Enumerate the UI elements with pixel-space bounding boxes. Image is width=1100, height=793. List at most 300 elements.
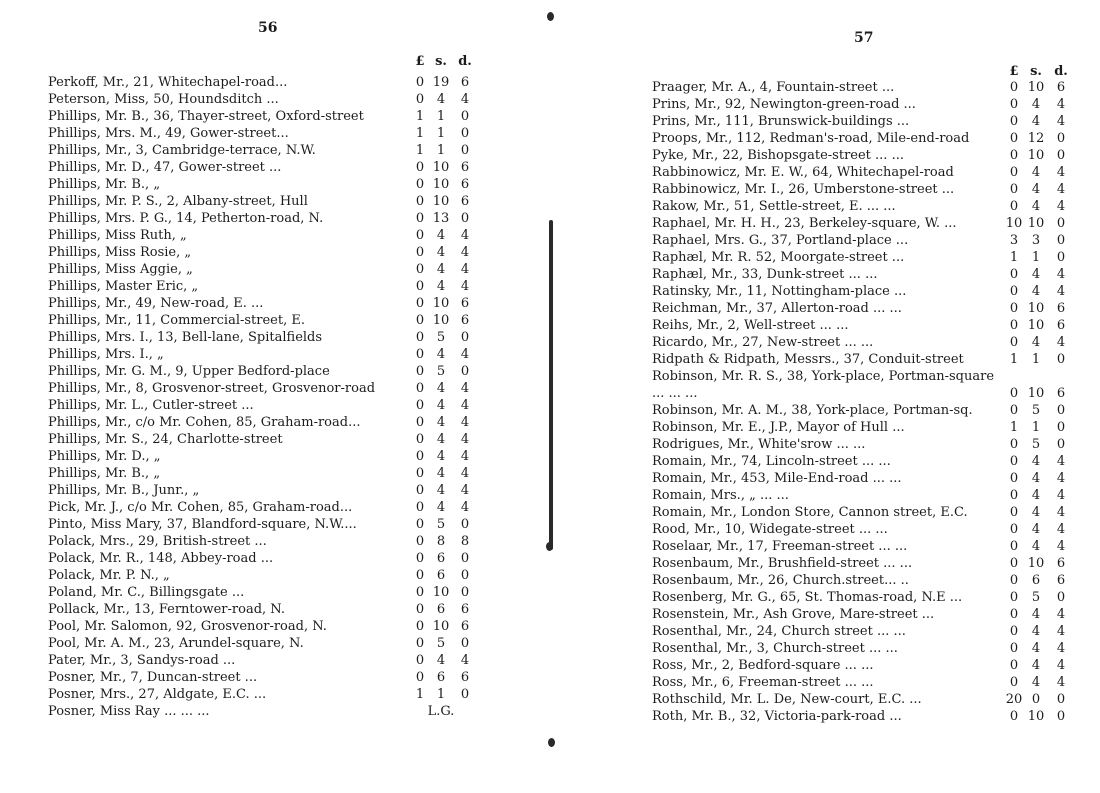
amount-pence: 0 <box>1056 216 1066 231</box>
amount-pence: 6 <box>460 619 470 634</box>
amount-shillings: 4 <box>1031 539 1041 554</box>
subscriber-row <box>652 164 1072 181</box>
amount-pounds: 1 <box>1009 352 1019 367</box>
subscriber-name: Phillips, Mr. B., „ <box>48 177 161 192</box>
subscriber-name: Phillips, Mr. B., Junr., „ <box>48 483 200 498</box>
subscriber-name: Phillips, Mr. S., 24, Charlotte-street <box>48 432 283 447</box>
subscriber-row <box>48 499 478 516</box>
subscriber-name: Raphael, Mrs. G., 37, Portland-place ... <box>652 233 909 248</box>
amount-shillings: 19 <box>432 75 450 90</box>
amount-pence: 6 <box>1056 556 1066 571</box>
subscriber-name: Pool, Mr. Salomon, 92, Grosvenor-road, N. <box>48 619 327 634</box>
subscriber-name: Robinson, Mr. R. S., 38, York-place, Portman-square ... ... ... <box>652 369 995 401</box>
amount-shillings: 0 <box>1031 692 1041 707</box>
pounds-header: £ <box>415 54 425 69</box>
subscriber-name: Polack, Mr. P. N., „ <box>48 568 170 583</box>
amount-pounds: 0 <box>1009 267 1019 282</box>
subscriber-row <box>48 635 478 652</box>
subscriber-row <box>652 334 1072 351</box>
amount-pounds: 0 <box>1009 624 1019 639</box>
amount-pounds: 0 <box>1009 131 1019 146</box>
amount-pence: 6 <box>460 75 470 90</box>
subscriber-row <box>652 215 1072 232</box>
subscriber-name: Phillips, Miss Aggie, „ <box>48 262 193 277</box>
subscriber-name: Rakow, Mr., 51, Settle-street, E. ... ... <box>652 199 896 214</box>
subscriber-row <box>652 640 1072 657</box>
subscriber-row <box>48 278 478 295</box>
subscriber-name: Phillips, Master Eric, „ <box>48 279 199 294</box>
amount-pounds: 0 <box>1009 301 1019 316</box>
amount-shillings: 5 <box>1031 590 1041 605</box>
amount-pence: 4 <box>460 381 470 396</box>
subscriber-row <box>48 533 478 550</box>
amount-pence: 0 <box>1056 403 1066 418</box>
amount-pence: 4 <box>1056 624 1066 639</box>
subscriber-row <box>48 414 478 431</box>
amount-pence: 0 <box>460 143 470 158</box>
subscriber-name: Raphael, Mr. H. H., 23, Berkeley-square, W. ... <box>652 216 957 231</box>
amount-pence: 4 <box>460 92 470 107</box>
amount-pence: 6 <box>460 160 470 175</box>
subscriber-row <box>48 652 478 669</box>
amount-pence: 4 <box>1056 97 1066 112</box>
shillings-header: s. <box>1030 64 1042 79</box>
amount-shillings: 4 <box>436 432 446 447</box>
amount-pounds: 0 <box>415 177 425 192</box>
pounds-header: £ <box>1009 64 1019 79</box>
subscriber-row <box>48 431 478 448</box>
amount-shillings: 10 <box>1027 216 1045 231</box>
subscriber-row <box>652 130 1072 147</box>
subscriber-row <box>652 504 1072 521</box>
amount-pence: 4 <box>1056 675 1066 690</box>
subscriber-name: Rabbinowicz, Mr. I., 26, Umberstone-street ... <box>652 182 955 197</box>
subscriber-name: Pater, Mr., 3, Sandys-road ... <box>48 653 236 668</box>
amount-pence: 0 <box>1056 420 1066 435</box>
amount-pence: 4 <box>1056 539 1066 554</box>
subscriber-name: Romain, Mr., London Store, Cannon street, E.C. <box>652 505 968 520</box>
amount-pence: 6 <box>460 296 470 311</box>
subscriber-name: Prins, Mr., 111, Brunswick-buildings ... <box>652 114 910 129</box>
amount-pence: 4 <box>1056 165 1066 180</box>
column-headers <box>652 64 1072 80</box>
subscriber-name: Peterson, Miss, 50, Houndsditch ... <box>48 92 279 107</box>
amount-pence: 4 <box>460 245 470 260</box>
amount-pounds: 0 <box>415 670 425 685</box>
subscriber-name: Ross, Mr., 6, Freeman-street ... ... <box>652 675 874 690</box>
subscriber-row <box>652 266 1072 283</box>
subscriber-name: Phillips, Mr. G. M., 9, Upper Bedford-place <box>48 364 330 379</box>
amount-pence: 4 <box>460 415 470 430</box>
subscriber-name: Rosenthal, Mr., 24, Church street ... ... <box>652 624 906 639</box>
amount-shillings: 6 <box>436 551 446 566</box>
amount-shillings: 4 <box>1031 522 1041 537</box>
amount-shillings: 4 <box>1031 624 1041 639</box>
amount-pence: 4 <box>460 347 470 362</box>
subscriber-list <box>652 79 1072 725</box>
subscriber-name: Rosenthal, Mr., 3, Church-street ... ... <box>652 641 898 656</box>
amount-pence: 4 <box>1056 471 1066 486</box>
amount-pounds: 0 <box>1009 114 1019 129</box>
amount-pounds: 0 <box>415 194 425 209</box>
amount-pounds: 0 <box>1009 97 1019 112</box>
subscriber-name: Reihs, Mr., 2, Well-street ... ... <box>652 318 849 333</box>
amount-shillings: 4 <box>1031 675 1041 690</box>
subscriber-row <box>652 249 1072 266</box>
subscriber-name: Rood, Mr., 10, Widegate-street ... ... <box>652 522 888 537</box>
subscriber-name: Phillips, Mr., 11, Commercial-street, E. <box>48 313 305 328</box>
amount-pence: 4 <box>460 500 470 515</box>
subscriber-name: Ross, Mr., 2, Bedford-square ... ... <box>652 658 874 673</box>
donation-note: L.G. <box>427 704 455 719</box>
subscriber-row <box>652 436 1072 453</box>
amount-pounds: 0 <box>1009 590 1019 605</box>
amount-pounds: 20 <box>1005 692 1023 707</box>
amount-pence: 0 <box>460 636 470 651</box>
amount-pounds: 0 <box>415 415 425 430</box>
amount-pounds: 0 <box>1009 607 1019 622</box>
amount-pence: 4 <box>460 398 470 413</box>
page-number: 57 <box>854 30 874 46</box>
amount-pounds: 0 <box>415 313 425 328</box>
amount-shillings: 10 <box>1027 556 1045 571</box>
subscriber-name: Pick, Mr. J., c/o Mr. Cohen, 85, Graham-road... <box>48 500 353 515</box>
subscriber-row <box>48 448 478 465</box>
amount-shillings: 4 <box>436 483 446 498</box>
amount-pounds: 0 <box>415 160 425 175</box>
amount-pounds: 0 <box>1009 80 1019 95</box>
amount-pounds: 0 <box>415 75 425 90</box>
subscriber-name: Phillips, Mr., c/o Mr. Cohen, 85, Graham-road... <box>48 415 361 430</box>
subscriber-row <box>652 470 1072 487</box>
subscriber-name: Phillips, Mr. P. S., 2, Albany-street, Hull <box>48 194 308 209</box>
amount-pence: 0 <box>460 687 470 702</box>
column-headers <box>48 54 478 70</box>
subscriber-name: Phillips, Mr. L., Cutler-street ... <box>48 398 254 413</box>
amount-pence: 0 <box>460 330 470 345</box>
subscriber-name: Raphæl, Mr., 33, Dunk-street ... ... <box>652 267 878 282</box>
amount-pounds: 1 <box>415 687 425 702</box>
amount-pounds: 0 <box>415 364 425 379</box>
subscriber-row <box>48 329 478 346</box>
amount-shillings: 10 <box>432 177 450 192</box>
subscriber-row <box>48 210 478 227</box>
subscriber-row <box>48 176 478 193</box>
amount-pence: 0 <box>460 126 470 141</box>
subscriber-name: Proops, Mr., 112, Redman's-road, Mile-end-road <box>652 131 970 146</box>
amount-shillings: 6 <box>436 602 446 617</box>
amount-pence: 4 <box>1056 267 1066 282</box>
amount-pence: 0 <box>460 109 470 124</box>
amount-pounds: 0 <box>1009 199 1019 214</box>
subscriber-row <box>652 623 1072 640</box>
amount-shillings: 5 <box>436 364 446 379</box>
subscriber-row <box>652 572 1072 589</box>
amount-pence: 6 <box>460 177 470 192</box>
amount-pounds: 0 <box>415 653 425 668</box>
subscriber-row <box>48 74 478 91</box>
amount-shillings: 13 <box>432 211 450 226</box>
amount-shillings: 1 <box>1031 420 1041 435</box>
amount-pounds: 0 <box>415 568 425 583</box>
subscriber-row <box>48 601 478 618</box>
subscriber-name: Ratinsky, Mr., 11, Nottingham-place ... <box>652 284 907 299</box>
amount-shillings: 6 <box>436 568 446 583</box>
amount-pounds: 1 <box>415 126 425 141</box>
amount-pounds: 0 <box>1009 454 1019 469</box>
amount-shillings: 4 <box>1031 658 1041 673</box>
amount-pence: 4 <box>1056 641 1066 656</box>
book-spine <box>549 220 553 550</box>
amount-pence: 0 <box>460 585 470 600</box>
amount-pounds: 0 <box>1009 284 1019 299</box>
amount-pence: 6 <box>460 670 470 685</box>
amount-pence: 4 <box>1056 607 1066 622</box>
subscriber-row <box>652 487 1072 504</box>
page-number: 56 <box>258 20 278 36</box>
amount-shillings: 4 <box>436 500 446 515</box>
amount-pounds: 0 <box>415 636 425 651</box>
subscriber-row <box>652 419 1072 436</box>
amount-pounds: 0 <box>415 602 425 617</box>
amount-pence: 0 <box>460 568 470 583</box>
subscriber-row <box>48 91 478 108</box>
amount-pence: 4 <box>1056 522 1066 537</box>
amount-pounds: 0 <box>1009 675 1019 690</box>
amount-shillings: 4 <box>436 449 446 464</box>
amount-pounds: 0 <box>415 500 425 515</box>
subscriber-name: Pollack, Mr., 13, Ferntower-road, N. <box>48 602 285 617</box>
subscriber-row <box>48 516 478 533</box>
amount-pounds: 0 <box>1009 318 1019 333</box>
amount-shillings: 5 <box>436 636 446 651</box>
amount-pounds: 0 <box>415 619 425 634</box>
subscriber-name: Phillips, Mrs. I., 13, Bell-lane, Spitalfields <box>48 330 323 345</box>
amount-pounds: 0 <box>1009 641 1019 656</box>
amount-shillings: 10 <box>432 619 450 634</box>
subscriber-name: Rosenberg, Mr. G., 65, St. Thomas-road, N.E ... <box>652 590 963 605</box>
subscriber-row <box>652 402 1072 419</box>
subscriber-row <box>48 669 478 686</box>
subscriber-list <box>48 74 478 720</box>
amount-pounds: 0 <box>415 398 425 413</box>
amount-pence: 6 <box>1056 301 1066 316</box>
amount-shillings: 5 <box>436 330 446 345</box>
subscriber-row <box>48 363 478 380</box>
shillings-header: s. <box>435 54 447 69</box>
subscriber-row <box>48 618 478 635</box>
amount-shillings: 6 <box>436 670 446 685</box>
amount-shillings: 4 <box>1031 114 1041 129</box>
subscriber-row <box>652 538 1072 555</box>
amount-pounds: 0 <box>415 330 425 345</box>
subscriber-name: Phillips, Mr., 49, New-road, E. ... <box>48 296 264 311</box>
pence-header: d. <box>458 54 472 69</box>
spine-mark <box>546 542 553 551</box>
amount-pence: 6 <box>460 313 470 328</box>
amount-pounds: 0 <box>415 228 425 243</box>
amount-pounds: 0 <box>1009 573 1019 588</box>
subscriber-row <box>48 142 478 159</box>
subscriber-name: Perkoff, Mr., 21, Whitechapel-road... <box>48 75 288 90</box>
subscriber-row <box>48 567 478 584</box>
subscriber-row <box>652 521 1072 538</box>
amount-shillings: 1 <box>1031 352 1041 367</box>
subscriber-name: Polack, Mrs., 29, British-street ... <box>48 534 267 549</box>
spine-mark <box>547 12 554 21</box>
subscriber-row <box>48 125 478 142</box>
amount-shillings: 4 <box>436 279 446 294</box>
subscriber-name: Romain, Mrs., „ ... ... <box>652 488 789 503</box>
amount-pounds: 10 <box>1005 216 1023 231</box>
amount-pence: 6 <box>1056 318 1066 333</box>
subscriber-name: Praager, Mr. A., 4, Fountain-street ... <box>652 80 895 95</box>
amount-pence: 0 <box>460 551 470 566</box>
amount-shillings: 3 <box>1031 233 1041 248</box>
amount-shillings: 4 <box>1031 284 1041 299</box>
amount-shillings: 4 <box>436 466 446 481</box>
amount-pence: 0 <box>1056 148 1066 163</box>
amount-shillings: 4 <box>436 347 446 362</box>
subscriber-row <box>652 79 1072 96</box>
subscriber-name: Phillips, Mrs. I., „ <box>48 347 164 362</box>
amount-pence: 4 <box>460 432 470 447</box>
subscriber-row <box>652 691 1072 708</box>
subscriber-name: Rothschild, Mr. L. De, New-court, E.C. ... <box>652 692 922 707</box>
amount-pence: 4 <box>460 279 470 294</box>
subscriber-name: Poland, Mr. C., Billingsgate ... <box>48 585 245 600</box>
amount-pounds: 1 <box>1009 420 1019 435</box>
amount-pounds: 0 <box>1009 505 1019 520</box>
amount-shillings: 4 <box>1031 505 1041 520</box>
subscriber-row <box>48 703 478 720</box>
amount-shillings: 4 <box>436 381 446 396</box>
subscriber-name: Prins, Mr., 92, Newington-green-road ... <box>652 97 916 112</box>
amount-shillings: 5 <box>436 517 446 532</box>
amount-shillings: 6 <box>1031 573 1041 588</box>
subscriber-name: Phillips, Mr. B., 36, Thayer-street, Oxford-street <box>48 109 364 124</box>
amount-pence: 6 <box>1056 80 1066 95</box>
amount-pence: 0 <box>1056 692 1066 707</box>
amount-pence: 4 <box>460 262 470 277</box>
amount-shillings: 12 <box>1027 131 1045 146</box>
amount-shillings: 1 <box>436 143 446 158</box>
amount-pence: 0 <box>1056 709 1066 724</box>
amount-shillings: 4 <box>436 228 446 243</box>
amount-shillings: 4 <box>436 653 446 668</box>
subscriber-name: Posner, Mrs., 27, Aldgate, E.C. ... <box>48 687 267 702</box>
amount-pounds: 0 <box>1009 556 1019 571</box>
left-page <box>48 0 478 793</box>
amount-shillings: 10 <box>432 160 450 175</box>
subscriber-name: Rosenbaum, Mr., Brushfield-street ... ... <box>652 556 913 571</box>
amount-shillings: 4 <box>1031 199 1041 214</box>
amount-shillings: 10 <box>1027 301 1045 316</box>
subscriber-row <box>652 351 1072 368</box>
subscriber-row <box>652 300 1072 317</box>
subscriber-row <box>652 368 1072 402</box>
amount-shillings: 1 <box>436 126 446 141</box>
subscriber-name: Phillips, Mrs. P. G., 14, Petherton-road, N. <box>48 211 324 226</box>
amount-pounds: 0 <box>415 534 425 549</box>
amount-pence: 6 <box>1056 386 1066 401</box>
amount-pence: 4 <box>1056 658 1066 673</box>
subscriber-row <box>48 482 478 499</box>
subscriber-name: Posner, Miss Ray ... ... ... <box>48 704 210 719</box>
subscriber-row <box>652 198 1072 215</box>
subscriber-row <box>48 244 478 261</box>
subscriber-name: Roth, Mr. B., 32, Victoria-park-road ... <box>652 709 902 724</box>
subscriber-row <box>652 181 1072 198</box>
subscriber-name: Phillips, Mr., 8, Grosvenor-street, Grosvenor-road <box>48 381 376 396</box>
amount-shillings: 10 <box>432 313 450 328</box>
amount-pence: 0 <box>1056 590 1066 605</box>
subscriber-name: Pool, Mr. A. M., 23, Arundel-square, N. <box>48 636 304 651</box>
amount-pounds: 0 <box>415 296 425 311</box>
subscriber-name: Phillips, Mr. D., „ <box>48 449 161 464</box>
pence-header: d. <box>1054 64 1068 79</box>
amount-pounds: 0 <box>415 551 425 566</box>
amount-shillings: 4 <box>1031 165 1041 180</box>
amount-pence: 4 <box>1056 199 1066 214</box>
amount-pounds: 0 <box>1009 148 1019 163</box>
subscriber-row <box>652 283 1072 300</box>
subscriber-row <box>652 147 1072 164</box>
amount-pounds: 0 <box>415 92 425 107</box>
subscriber-row <box>652 589 1072 606</box>
subscriber-name: Ridpath & Ridpath, Messrs., 37, Conduit-street <box>652 352 964 367</box>
amount-pounds: 0 <box>415 585 425 600</box>
subscriber-row <box>48 465 478 482</box>
amount-shillings: 10 <box>432 585 450 600</box>
amount-shillings: 5 <box>1031 437 1041 452</box>
subscriber-row <box>48 193 478 210</box>
subscriber-name: Phillips, Mrs. M., 49, Gower-street... <box>48 126 289 141</box>
amount-pounds: 0 <box>1009 709 1019 724</box>
amount-shillings: 4 <box>1031 454 1041 469</box>
amount-shillings: 1 <box>436 687 446 702</box>
subscriber-row <box>48 397 478 414</box>
amount-shillings: 1 <box>436 109 446 124</box>
subscriber-name: Phillips, Mr. D., 47, Gower-street ... <box>48 160 282 175</box>
amount-shillings: 4 <box>1031 488 1041 503</box>
amount-pence: 0 <box>460 517 470 532</box>
subscriber-name: Rosenstein, Mr., Ash Grove, Mare-street ... <box>652 607 935 622</box>
amount-pence: 0 <box>1056 437 1066 452</box>
subscriber-row <box>652 453 1072 470</box>
amount-pounds: 0 <box>415 211 425 226</box>
amount-shillings: 1 <box>1031 250 1041 265</box>
subscriber-name: Rabbinowicz, Mr. E. W., 64, Whitechapel-road <box>652 165 954 180</box>
amount-pounds: 0 <box>1009 437 1019 452</box>
amount-pounds: 1 <box>415 109 425 124</box>
amount-pence: 0 <box>1056 352 1066 367</box>
amount-pence: 0 <box>460 364 470 379</box>
amount-shillings: 4 <box>1031 97 1041 112</box>
subscriber-name: Romain, Mr., 74, Lincoln-street ... ... <box>652 454 891 469</box>
subscriber-row <box>652 113 1072 130</box>
amount-pounds: 0 <box>1009 658 1019 673</box>
subscriber-row <box>48 108 478 125</box>
amount-pounds: 0 <box>415 483 425 498</box>
subscriber-row <box>652 674 1072 691</box>
subscriber-row <box>48 686 478 703</box>
amount-pence: 4 <box>1056 488 1066 503</box>
amount-pence: 4 <box>460 483 470 498</box>
amount-pounds: 0 <box>415 262 425 277</box>
amount-shillings: 10 <box>1027 148 1045 163</box>
amount-shillings: 4 <box>436 92 446 107</box>
